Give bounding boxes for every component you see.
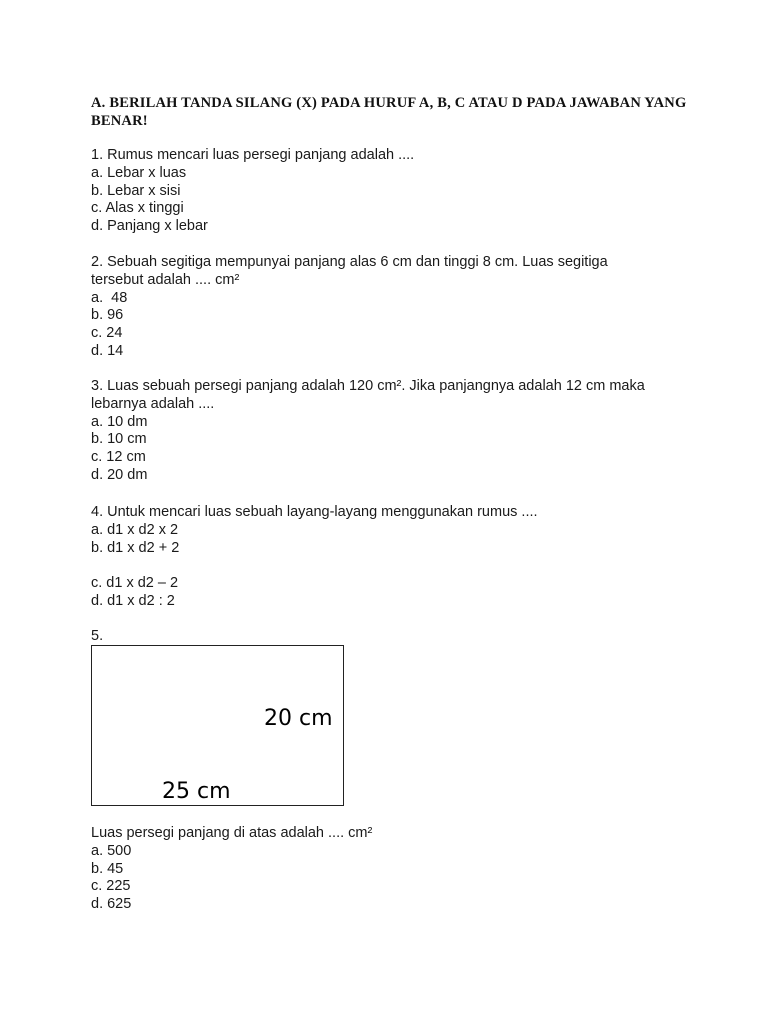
question-2-option-a: a. 48 <box>91 289 128 306</box>
question-5-text: Luas persegi panjang di atas adalah .... cm² <box>91 825 373 841</box>
question-1-text: 1. Rumus mencari luas persegi panjang adalah .... <box>91 147 415 163</box>
question-2-option-d: d. 14 <box>91 342 124 359</box>
question-4 <box>91 504 691 611</box>
question-1 <box>91 147 691 236</box>
question-1-option-d: d. Panjang x lebar <box>91 218 208 235</box>
question-1-option-b: b. Lebar x sisi <box>91 182 181 199</box>
question-3 <box>91 378 691 485</box>
question-2-text-line-2: tersebut adalah .... cm² <box>91 271 240 288</box>
question-2-option-c: c. 24 <box>91 325 123 342</box>
question-3-option-b: b. 10 cm <box>91 431 147 448</box>
question-1-option-a: a. Lebar x luas <box>91 164 187 181</box>
question-5-option-a: a. 500 <box>91 842 132 859</box>
figure-height-label: 20 cm <box>264 706 333 731</box>
question-5-option-c: c. 225 <box>91 878 131 895</box>
question-5-number: 5. <box>91 628 104 644</box>
question-5-option-d: d. 625 <box>91 896 132 913</box>
question-4-option-d: d. d1 x d2 : 2 <box>91 592 175 609</box>
rectangle-figure <box>91 645 344 806</box>
question-2-option-b: b. 96 <box>91 307 124 324</box>
question-5-option-b: b. 45 <box>91 860 124 877</box>
question-3-option-c: c. 12 cm <box>91 449 146 466</box>
question-3-option-a: a. 10 dm <box>91 413 148 430</box>
spacer <box>91 557 691 575</box>
section-heading: A. BERILAH TANDA SILANG (X) PADA HURUF A, B, C ATAU D PADA JAWABAN YANG BENAR! <box>91 95 687 129</box>
question-3-text-line-2: lebarnya adalah .... <box>91 395 215 412</box>
question-2-text-line-1: 2. Sebuah segitiga mempunyai panjang alas 6 cm dan tinggi 8 cm. Luas segitiga <box>91 254 608 270</box>
question-4-option-a: a. d1 x d2 x 2 <box>91 521 179 538</box>
question-5 <box>91 825 691 914</box>
question-5-number-block <box>91 628 691 646</box>
question-1-option-c: c. Alas x tinggi <box>91 200 184 217</box>
question-4-option-b: b. d1 x d2 + 2 <box>91 539 180 556</box>
question-2 <box>91 254 691 361</box>
question-4-text: 4. Untuk mencari luas sebuah layang-layang menggunakan rumus .... <box>91 504 538 520</box>
question-4-option-c: c. d1 x d2 – 2 <box>91 575 179 592</box>
figure-width-label: 25 cm <box>162 779 231 804</box>
question-3-text-line-1: 3. Luas sebuah persegi panjang adalah 120 cm². Jika panjangnya adalah 12 cm maka <box>91 378 645 394</box>
question-3-option-d: d. 20 dm <box>91 466 148 483</box>
